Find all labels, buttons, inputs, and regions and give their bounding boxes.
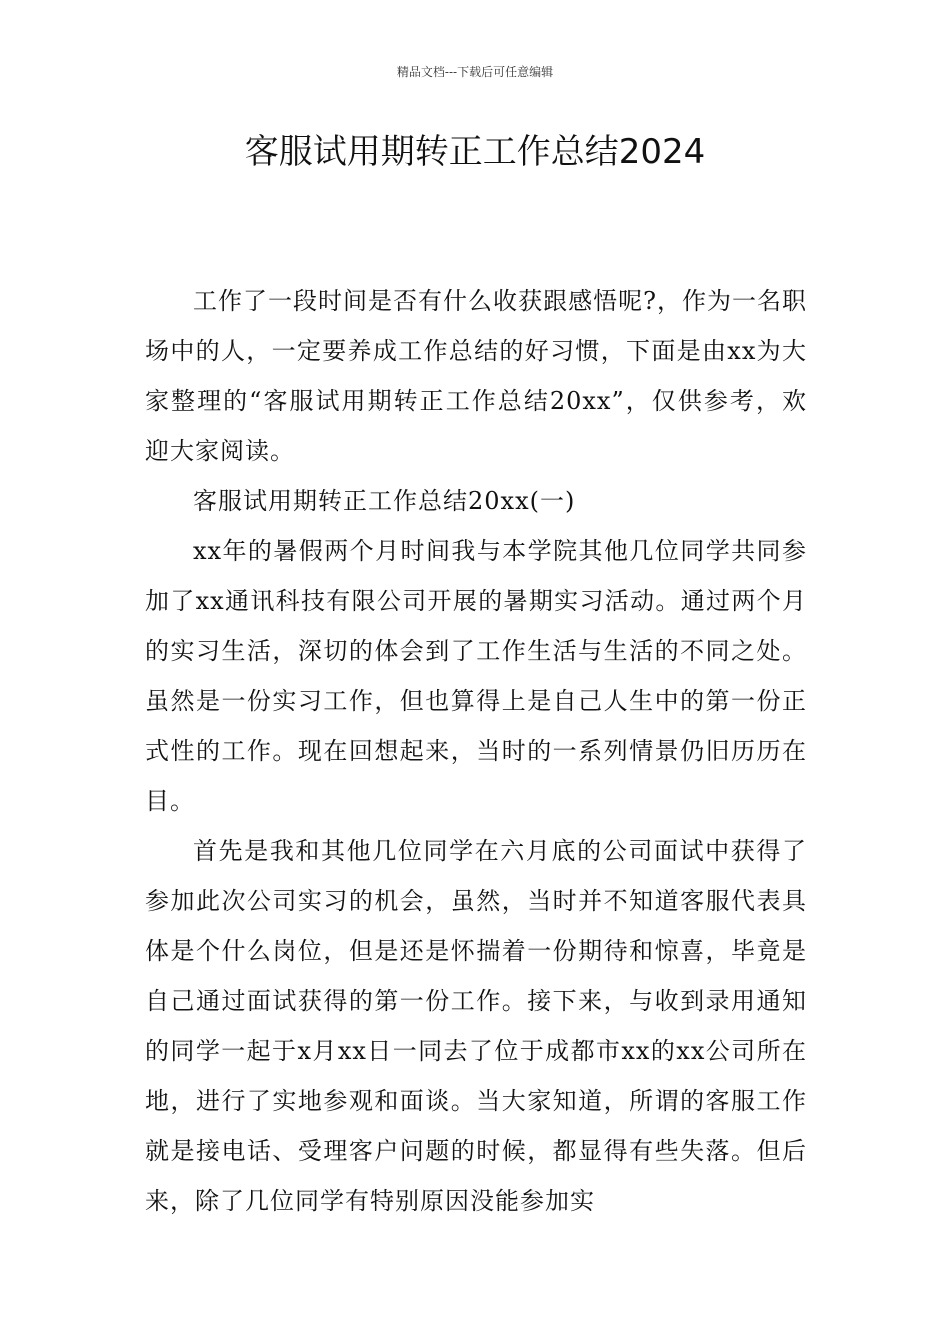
body-paragraph: xx年的暑假两个月时间我与本学院其他几位同学共同参加了xx通讯科技有限公司开展的暑期实习活动。通过两个月的实习生活，深切的体会到了工作生活与生活的不同之处。虽然是一份实习工作，但也算得上是自己人生中的第一份正式性的工作。现在回想起来，当时的一系列情景仍旧历历在目。 [145,537,807,815]
section-heading: 客服试用期转正工作总结20xx(一) [193,487,576,515]
document-title: 客服试用期转正工作总结2024 [244,132,706,172]
header-note: 精品文档---下载后可任意编辑 [396,65,554,79]
body-paragraph: 首先是我和其他几位同学在六月底的公司面试中获得了参加此次公司实习的机会，虽然，当时并不知道客服代表具体是个什么岗位，但是还是怀揣着一份期待和惊喜，毕竟是自己通过面试获得的第一份工作。接下来，与收到录用通知的同学一起于x月xx日一同去了位于成都市xx的xx公司所在地，进行了实地参观和面谈。当大家知道，所谓的客服工作就是接电话、受理客户问题的时候，都显得有些失落。但后来，除了几位同学有特别原因没能参加实 [145,837,807,1215]
intro-paragraph: 工作了一段时间是否有什么收获跟感悟呢?，作为一名职场中的人，一定要养成工作总结的好习惯，下面是由xx为大家整理的“客服试用期转正工作总结20xx”，仅供参考，欢迎大家阅读。 [145,287,807,465]
document-body [145,276,807,1226]
